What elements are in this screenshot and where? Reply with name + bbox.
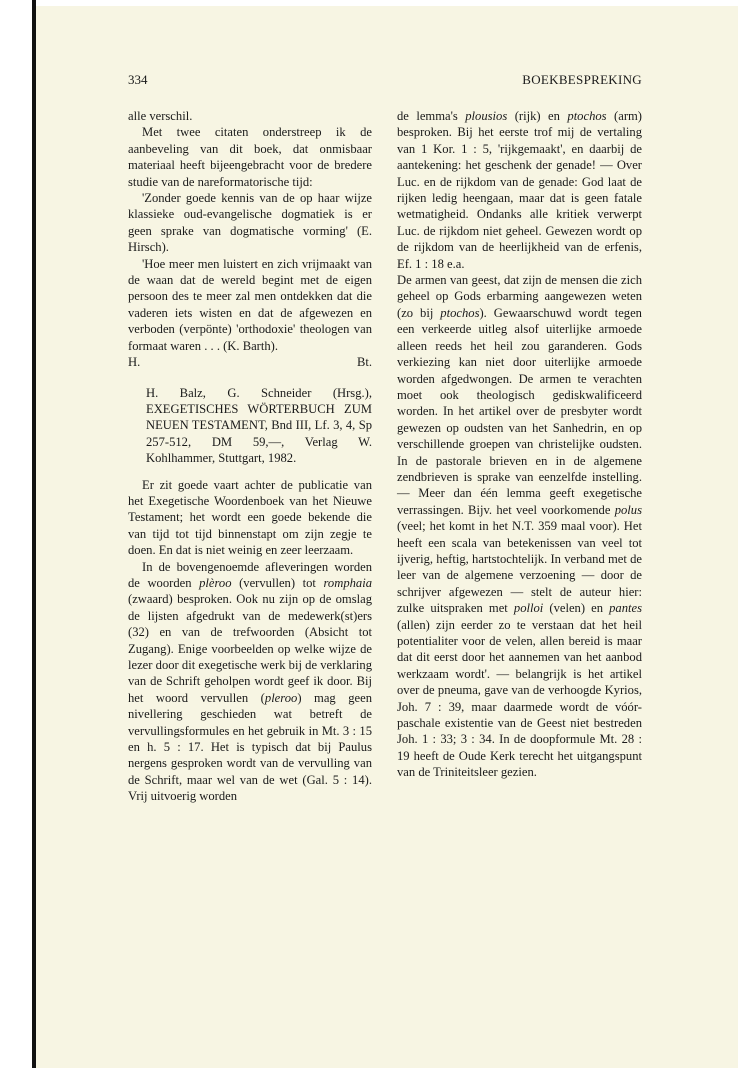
bibliographic-text: H. Balz, G. Schneider (Hrsg.), EXEGETISCHES WÖRTERBUCH ZUM NEUEN TESTAMENT, Bnd III, Lf. 3, 4, Sp 257-512, DM 59,—, Verlag W. Kohlhammer, Stuttgart, 1982.	[146, 385, 372, 466]
left-column	[128, 108, 372, 805]
running-head: BOEKBESPREKING	[522, 72, 642, 87]
paragraph-lemmas	[397, 108, 642, 272]
italic-term: plèroo	[199, 575, 232, 590]
paragraph-closing: alle verschil.	[128, 109, 193, 123]
italic-term: plousios	[465, 109, 508, 123]
text-run: (zwaard) besproken. Ook nu zijn op de omslag de lijsten afgedrukt van de medewerk(st)ers (32) en van de trefwoorden (Absicht tot Zugang). Enige voorbeelden op welke wijze de lezer door dit exegetische werk bij de verklaring van de Schrift geholpen wordt geef ik door. Bij het woord vervullen (	[128, 592, 372, 705]
right-column	[397, 108, 642, 781]
review-signature	[128, 354, 372, 370]
italic-term: ptochos	[440, 305, 480, 320]
text-run: (allen) zijn eerder zo te verstaan dat het heil potentialiter voor de velen, allen bereid is maar dat dit eerst door het aannemen van het aanbod werkzaam wordt'. — belangrijk is het artikel over de pneuma, gave van de verhoogde Kyrios, Joh. 7 : 39, maar daarmede wordt de vóór-paschale existentie van de Geest niet bestreden Joh. 1 : 33; 3 : 34. In de doopformule Mt. 28 : 19 heeft de Oude Kerk terecht het uitgangspunt van de Triniteitsleer gezien.	[397, 617, 642, 780]
text-run: (rijk) en	[507, 109, 568, 123]
text-run: ). Gewaarschuwd wordt tegen een verkeerde uitleg alsof uiterlijke armoede alleen reeds het heil zou garanderen. Gods verkiezing kan niet door uiterlijke armoede worden afgedwongen. De armen te verachten moet ook theologisch gediskwalificeerd worden. In het artikel over de presbyter wordt gewezen op oudsten van het Sanhedrin, en op verschillende groepen van christelijke oudsten. In de pastorale brieven en in de algemene zendbrieven is sprake van eenzelfde instelling. — Meer dan één lemma geeft exegetische verrassingen. Bijv. het veel voorkomende	[397, 305, 642, 517]
quote-hirsch: 'Zonder goede kennis van de op haar wijze klassieke oud-evangelische dogmatiek is er geen sprake van dogmatische vorming' (E. Hirsch).	[128, 191, 372, 255]
paragraph-installments	[128, 559, 372, 805]
italic-term: pantes	[609, 601, 642, 616]
quote-barth: 'Hoe meer men luistert en zich vrijmaakt van de waan dat de wereld begint met de eigen persoon des te meer zal men ontdekken dat die vaderen iets wisten en dat de afgewezen en verboden (verpönte) 'orthodoxie' theologen van formaat waren . . . (K. Barth).	[128, 256, 372, 353]
page-number: 334	[128, 72, 148, 87]
page-header	[128, 72, 642, 92]
italic-term: ptochos	[567, 109, 607, 123]
text-run: (arm) besproken. Bij het eerste trof mij de vertaling van 1 Kor. 1 : 5, 'rijkgemaakt', en daarbij de aantekening: het geschenk der genade! — Over Luc. en de rijkdom van de genade: God laat de rijken ledig heengaan, maar dat is geen fatale wetmatigheid. Ondanks alle kritiek verwerpt Luc. de rijkdom niet geheel. Gewezen wordt op de rijkdom van de heerlijkheid van de erfenis, Ef. 1 : 18 e.a.	[397, 109, 643, 271]
italic-term: polus	[614, 502, 642, 517]
italic-term: pleroo	[264, 690, 298, 705]
paragraph-publication: Er zit goede vaart achter de publicatie van het Exegetische Woordenboek van het Nieuwe Testament; het wordt een goede bekende die van tijd tot tijd binnenstapt om zijn zegje te doen. En dat is niet weinig en zeer leerzaam.	[128, 477, 372, 558]
italic-term: polloi	[513, 601, 544, 616]
text-run: ) mag geen nivellering geschieden wat betreft de vervullingsformules en het gebruik in Mt. 3 : 15 en h. 5 : 17. Het is typisch dat bij Paulus nergens gesproken wordt van de vervulling van de Schrift, maar wel van de wet (Gal. 5 : 14). Vrij uitvoerig worden	[128, 690, 373, 804]
text-run: De armen van geest, dat zijn de mensen die zich geheel op Gods erbarming aangewezen weten (zo bij	[397, 273, 642, 320]
text-run: (vervullen) tot	[231, 575, 324, 590]
text-run: de lemma's	[397, 109, 466, 123]
text-run: In de bovengenoemde afleveringen worden de woorden	[128, 559, 372, 590]
signature-right: Bt.	[356, 355, 372, 370]
signature-left: H.	[128, 355, 141, 370]
paragraph-recommendation: Met twee citaten onderstreep ik de aanbeveling van dit boek, dat onmisbaar materiaal heeft bijeengebracht voor de bredere studie van de nareformatorische tijd:	[128, 125, 372, 189]
paragraph-poor-in-spirit	[397, 272, 642, 781]
text-run: (veel; het komt in het N.T. 359 maal voor). Het heeft een scala van betekenissen van veel tot ijverig, heftig, hartstochtelijk. In verband met de leer van de algemene verzoening — door de schrijver afgewezen — stelt de auteur hier: zulke uitspraken met	[397, 519, 642, 616]
bibliographic-entry	[146, 385, 372, 467]
italic-term: romphaia	[323, 575, 373, 590]
text-run: (velen) en	[543, 601, 610, 616]
